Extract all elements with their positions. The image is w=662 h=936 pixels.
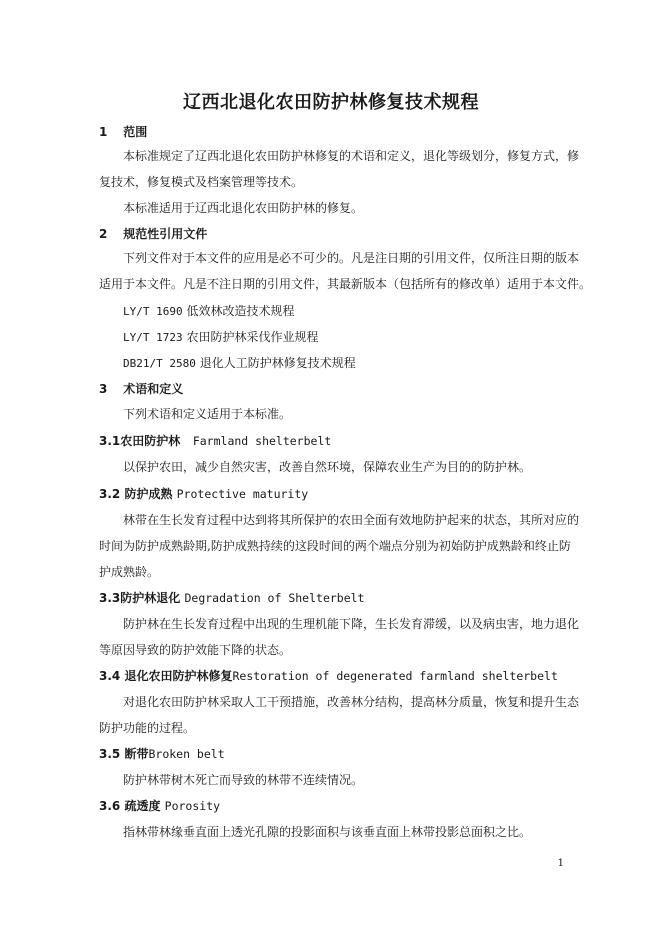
term-cn: 断带 xyxy=(124,747,149,761)
section-number: 1 xyxy=(99,125,108,139)
term-cn: 防护林退化 xyxy=(120,591,181,605)
term-number: 3.3 xyxy=(99,591,121,605)
term-definition-line: 防护林带树木死亡而导致的林带不连续情况。 xyxy=(123,773,364,787)
term-definition-line: 指林带林缘垂直面上透光孔隙的投影面积与该垂直面上林带投影总面积之比。 xyxy=(123,825,532,839)
term-number: 3.1 xyxy=(99,434,121,448)
term-cn: 防护成熟 xyxy=(124,487,173,501)
refs-paragraph-line-1: 下列文件对于本文件的应用是必不可少的。凡是注日期的引用文件，仅所注日期的版本 xyxy=(123,251,580,265)
section-2-heading xyxy=(99,225,207,242)
section-title: 术语和定义 xyxy=(123,382,184,396)
term-heading xyxy=(99,797,220,814)
term-definition-line: 防护功能的过程。 xyxy=(99,721,196,735)
terms-intro: 下列术语和定义适用于本标准。 xyxy=(123,407,292,421)
reference-item xyxy=(123,328,318,345)
term-definition-line: 时间为防护成熟龄期,防护成熟持续的这段时间的两个端点分别为初始防护成熟龄和终止防 xyxy=(99,539,571,553)
term-definition-line: 等原因导致的防护效能下降的状态。 xyxy=(99,643,292,657)
term-definition-line: 以保护农田，减少自然灾害，改善自然环境，保障农业生产为目的的防护林。 xyxy=(123,460,532,474)
term-en: Broken belt xyxy=(148,747,225,761)
term-cn: 疏透度 xyxy=(124,799,161,813)
section-number: 3 xyxy=(99,382,108,396)
term-definition-line: 护成熟龄。 xyxy=(99,565,160,579)
section-title: 范围 xyxy=(123,125,148,139)
reference-title: 退化人工防护林修复技术规程 xyxy=(199,356,356,370)
reference-item xyxy=(123,302,294,319)
term-definition-line: 林带在生长发育过程中达到将其所保护的农田全面有效地防护起来的状态，其所对应的 xyxy=(123,513,580,527)
term-en: Porosity xyxy=(164,799,221,813)
refs-paragraph-line-2: 适用于本文件。凡是不注日期的引用文件，其最新版本（包括所有的修改单）适用于本文件。 xyxy=(99,277,592,291)
reference-code: LY/T 1690 xyxy=(123,305,183,318)
reference-code: LY/T 1723 xyxy=(123,331,183,344)
term-heading xyxy=(99,485,308,502)
term-number: 3.2 xyxy=(99,487,121,501)
reference-title: 低效林改造技术规程 xyxy=(186,304,295,318)
reference-item xyxy=(123,354,356,371)
term-heading xyxy=(99,667,558,684)
scope-paragraph-line-1: 本标准规定了辽西北退化农田防护林修复的术语和定义，退化等级划分，修复方式，修 xyxy=(123,149,580,163)
term-definition-line: 防护林在生长发育过程中出现的生理机能下降，生长发育滞缓，以及病虫害，地力退化 xyxy=(123,617,580,631)
section-3-heading xyxy=(99,380,183,397)
term-en: Degradation of Shelterbelt xyxy=(184,591,365,605)
page-number: 1 xyxy=(557,858,564,869)
section-title: 规范性引用文件 xyxy=(123,227,208,241)
term-cn: 农田防护林 xyxy=(120,434,181,448)
reference-code: DB21/T 2580 xyxy=(123,357,196,370)
section-1-heading xyxy=(99,123,147,140)
term-en: Restoration of degenerated farmland shelterbelt xyxy=(232,669,558,683)
scope-paragraph-line-2: 复技术，修复模式及档案管理等技术。 xyxy=(99,175,304,189)
reference-title: 农田防护林采伐作业规程 xyxy=(186,330,319,344)
scope-applicability: 本标准适用于辽西北退化农田防护林的修复。 xyxy=(123,201,364,215)
term-heading xyxy=(99,432,331,449)
document-title: 辽西北退化农田防护林修复技术规程 xyxy=(183,92,479,113)
term-en: Protective maturity xyxy=(176,487,309,501)
term-heading xyxy=(99,589,364,606)
term-cn: 退化农田防护林修复 xyxy=(124,669,233,683)
section-number: 2 xyxy=(99,227,108,241)
term-number: 3.5 xyxy=(99,747,121,761)
term-heading xyxy=(99,745,225,762)
term-definition-line: 对退化农田防护林采取人工干预措施，改善林分结构，提高林分质量，恢复和提升生态 xyxy=(123,695,580,709)
term-number: 3.4 xyxy=(99,669,121,683)
term-en: Farmland shelterbelt xyxy=(192,434,332,448)
term-number: 3.6 xyxy=(99,799,121,813)
